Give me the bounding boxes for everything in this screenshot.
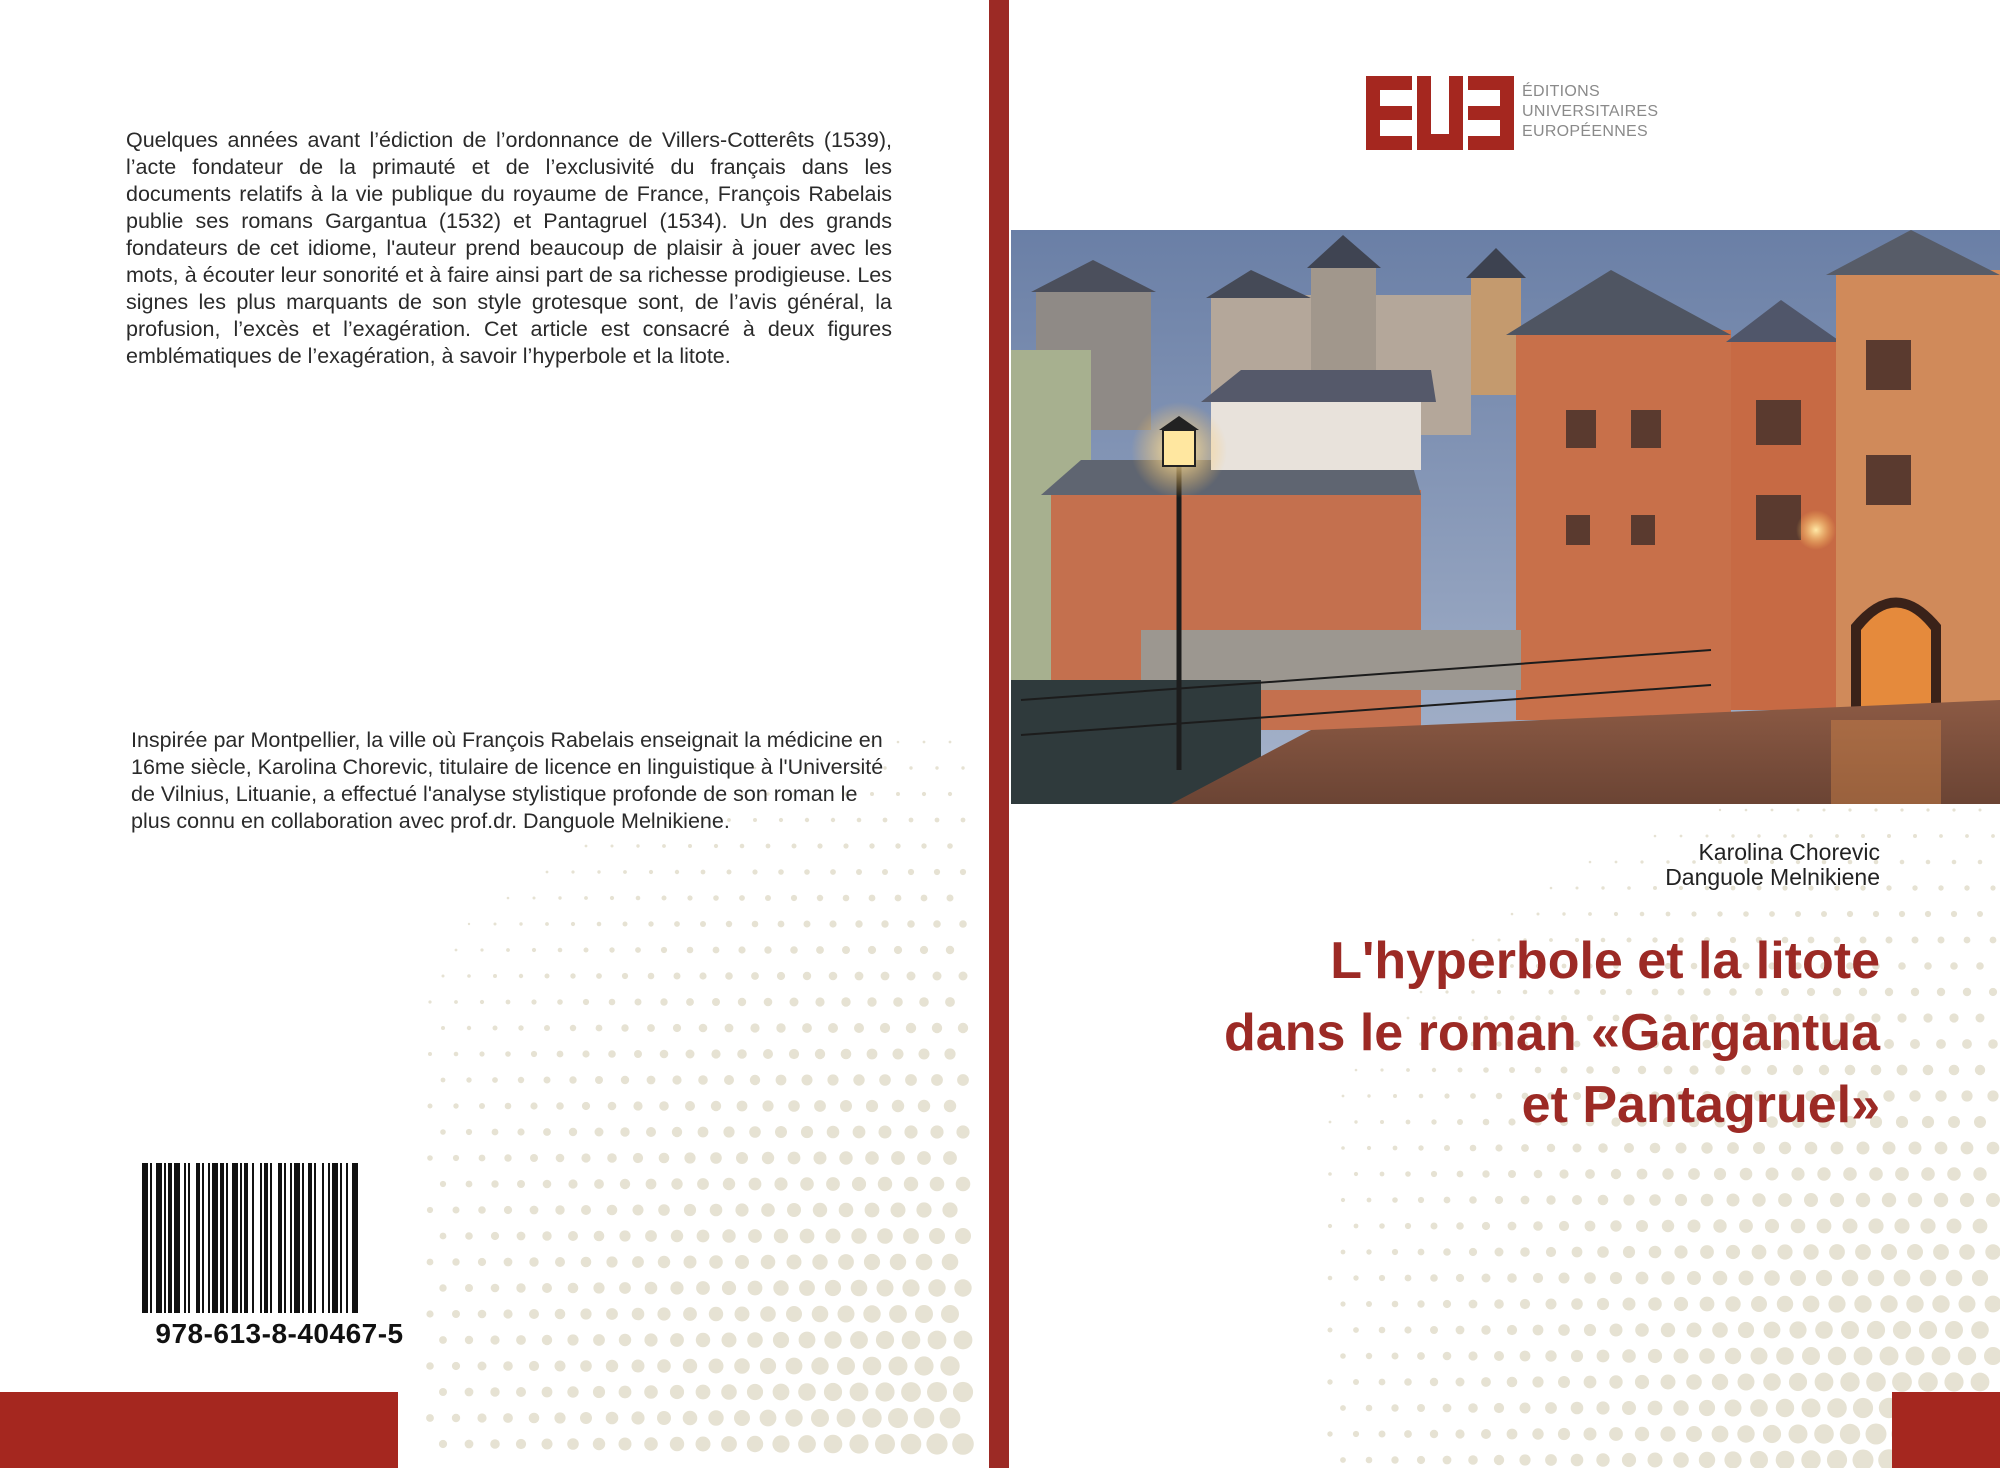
back-cover-red-band (0, 1392, 398, 1468)
author-name-1: Karolina Chorevic (1698, 839, 1880, 865)
book-title (1060, 925, 1880, 1141)
publisher-logo-icon (1366, 76, 1514, 150)
barcode-icon (140, 1163, 419, 1313)
back-cover-blurb: Quelques années avant l’édiction de l’ordonnance de Villers-Cotterêts (1539), l’acte fondateur de la primauté et de l’exclusivité du français dans les documents relatifs à la vie publique du royaume de France, François Rabelais publie ses romans Gargantua (1532) et Pantagruel (1534). Un des grands fondateurs de cet idiome, l'auteur prend beaucoup de plaisir à jouer avec les mots, à écouter leur sonorité et à faire ainsi part de sa richesse prodigieuse. Les signes les plus marquants de son style grotesque sont, de l’avis général, la profusion, l’excès et l’exagération. Cet article est consacré à deux figures emblématiques de l’exagération, à savoir l’hyperbole et la litote. (126, 128, 892, 368)
publisher-name (1522, 82, 1658, 142)
book-title-line-2: dans le roman «Gargantua (1224, 1004, 1880, 1062)
author-bio: Inspirée par Montpellier, la ville où François Rabelais enseignait la médicine en 16me siècle, Karolina Chorevic, titulaire de licence en linguistique à l'Université de Vilnius, Lituanie, a effectué l'analyse stylistique profonde de son roman le plus connu en collaboration avec prof.dr. Danguole Melnikiene. (131, 728, 884, 833)
isbn-number: 978-613-8-40467-5 (155, 1318, 404, 1349)
publisher-name-line-3: EUROPÉENNES (1522, 123, 1648, 140)
front-cover-red-band (1892, 1392, 2000, 1468)
book-spine (989, 0, 1009, 1468)
publisher-name-line-1: ÉDITIONS (1522, 83, 1600, 100)
book-title-line-3: et Pantagruel» (1521, 1076, 1880, 1134)
book-title-line-1: L'hyperbole et la litote (1330, 932, 1880, 990)
publisher-name-line-2: UNIVERSITAIRES (1522, 103, 1659, 120)
author-name-2: Danguole Melnikiene (1665, 864, 1880, 890)
cover-photo (1011, 230, 2000, 804)
cover-authors (1520, 840, 1880, 890)
